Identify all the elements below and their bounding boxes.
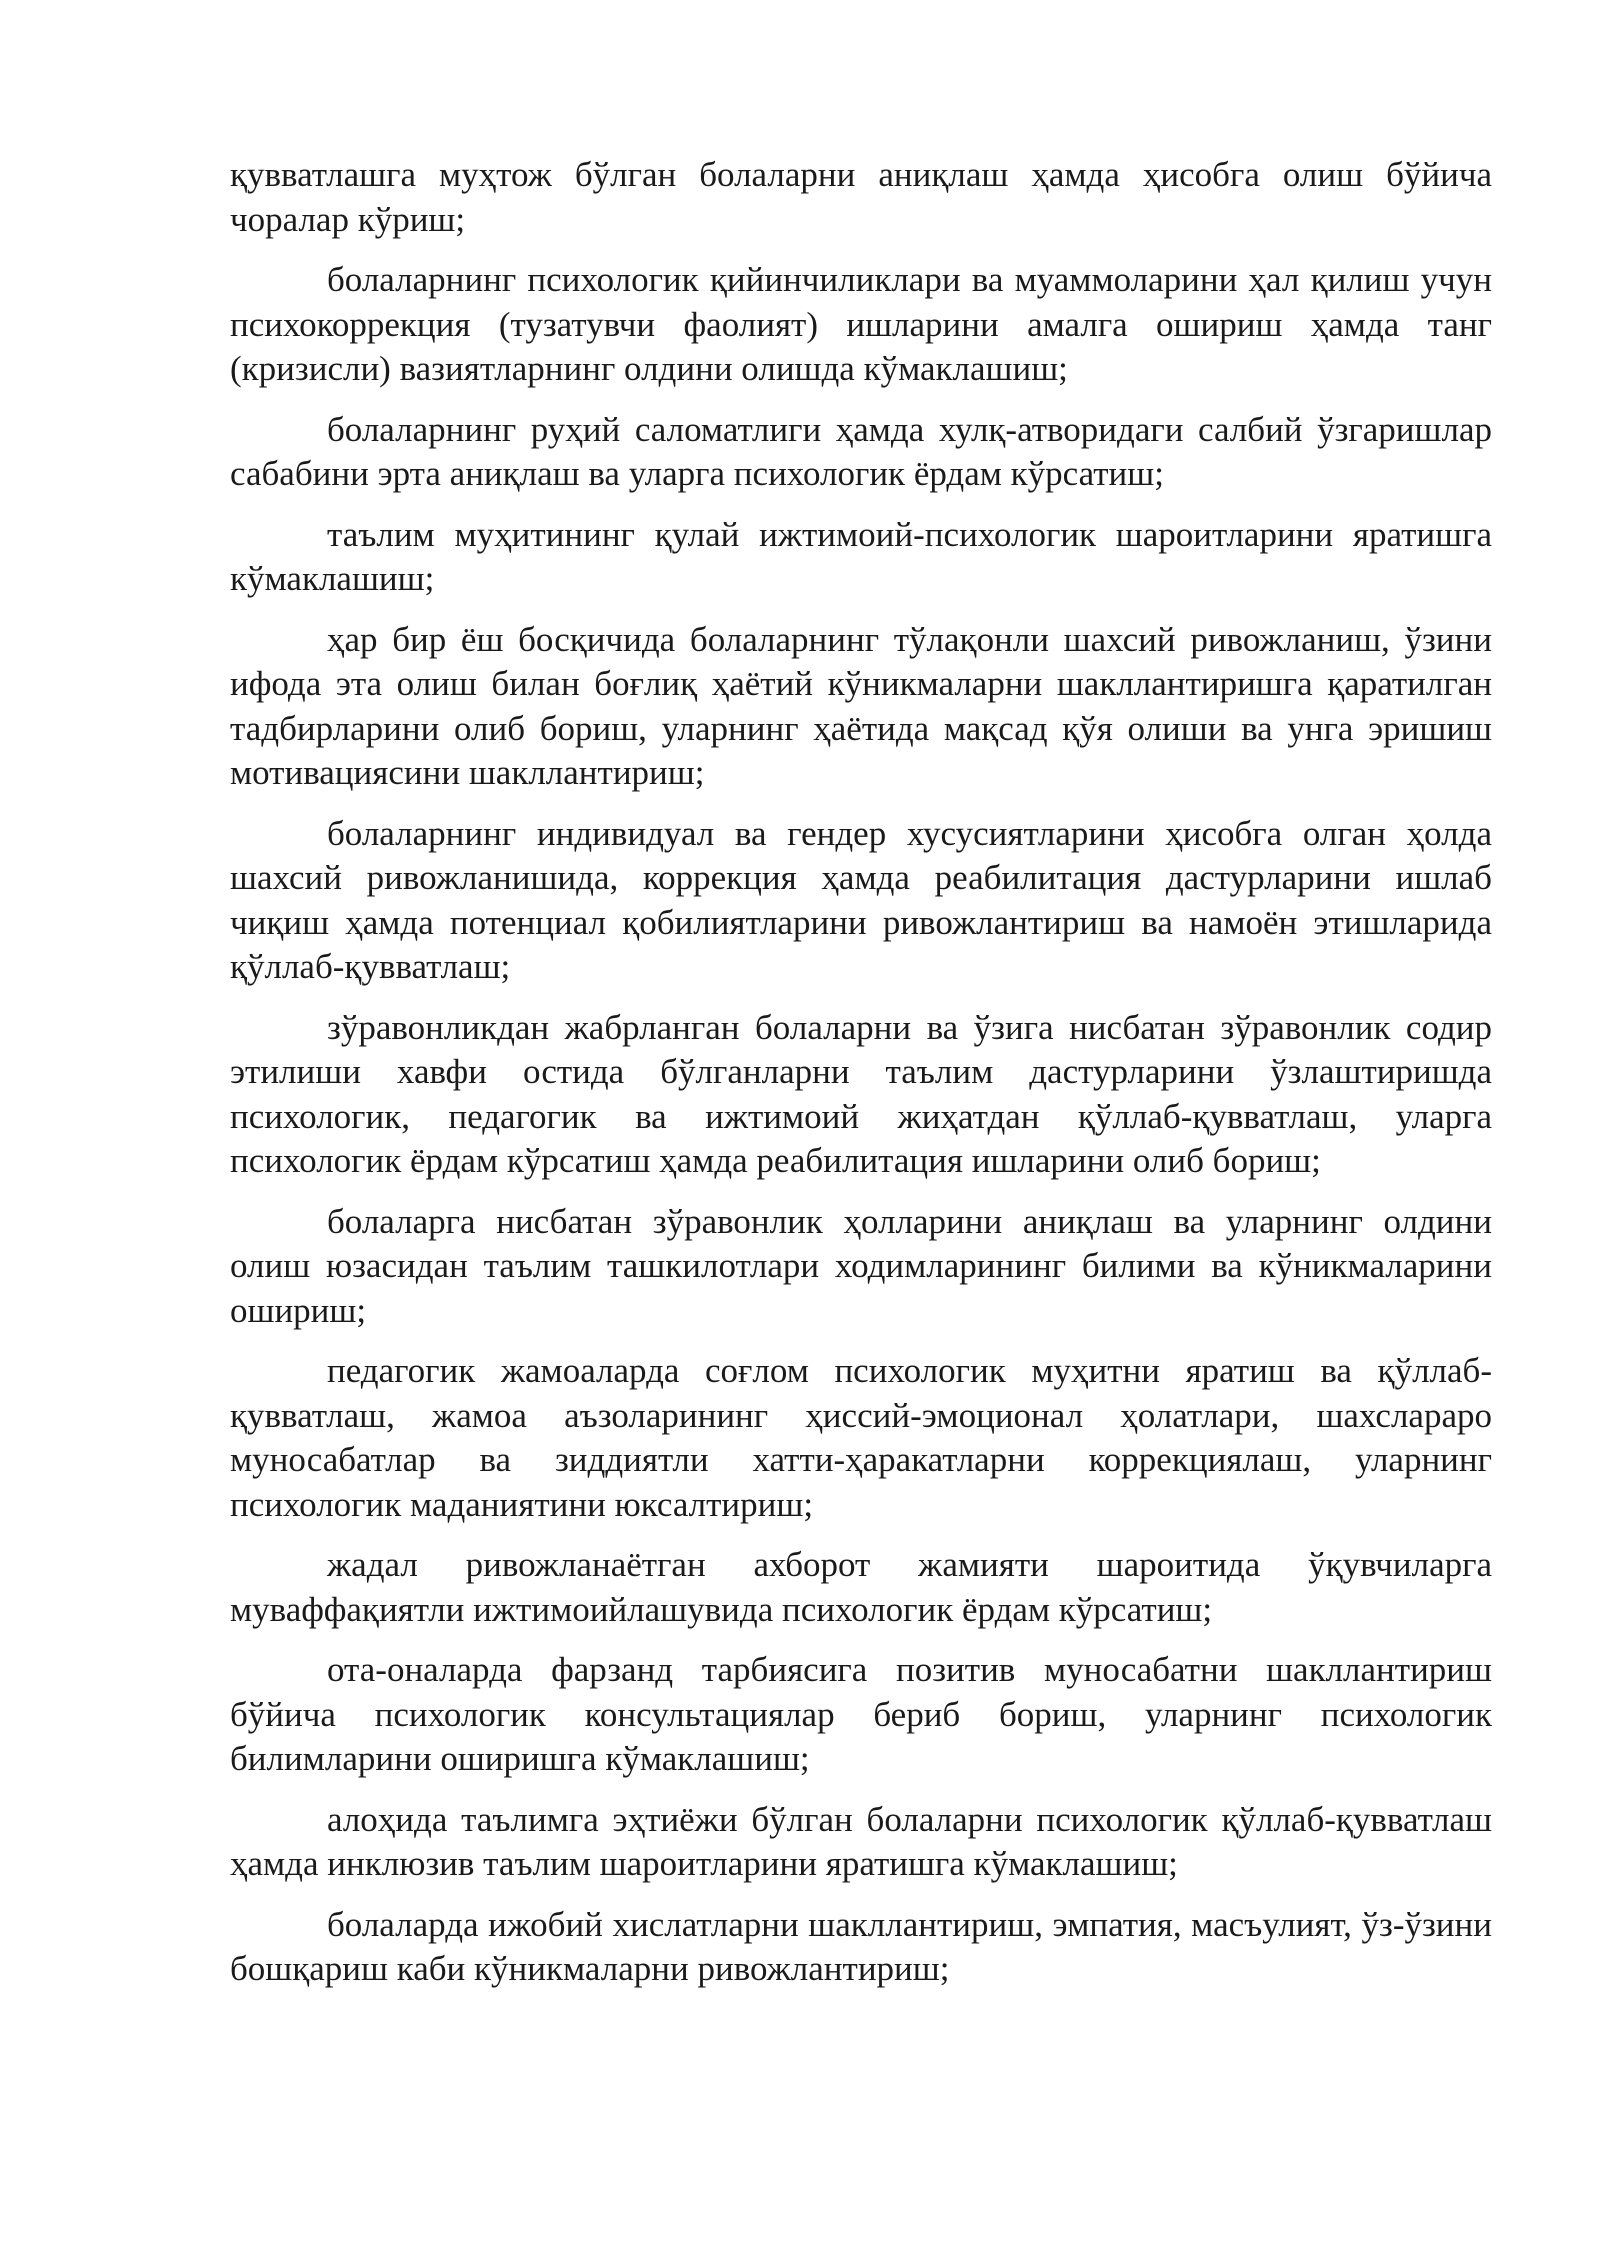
paragraph-11: ота-оналарда фарзанд тарбиясига позитив муносабатни шакллантириш бўйича психологик консультациялар бериб бориш, уларнинг психологик билимларини оширишга кўмаклашиш; (230, 1650, 1492, 1778)
paragraph-13: болаларда ижобий хислатларни шакллантириш, эмпатия, масъулият, ўз-ўзини бошқариш каби кўникмаларни ривожлантириш; (230, 1904, 1492, 1988)
document-page (230, 153, 1492, 2008)
paragraph-7: зўравонликдан жабрланган болаларни ва ўзига нисбатан зўравонлик содир этилиши хавфи остида бўлганларни таълим дастурларини ўзлаштиришда психологик, педагогик ва ижтимоий жиҳатдан қўллаб-қувватлаш, уларга психологик ёрдам кўрсатиш ҳамда реабилитация ишларини олиб бориш; (230, 1007, 1492, 1180)
paragraph-6: болаларнинг индивидуал ва гендер хусусиятларини ҳисобга олган ҳолда шахсий ривожланишида, коррекция ҳамда реабилитация дастурларини ишлаб чиқиш ҳамда потенциал қобилиятларини ривожлантириш ва намоён этишларида қўллаб-қувватлаш; (230, 813, 1492, 986)
paragraph-9: педагогик жамоаларда соғлом психологик муҳитни яратиш ва қўллаб-қувватлаш, жамоа аъзоларининг ҳиссий-эмоционал ҳолатлари, шахслараро муносабатлар ва зиддиятли хатти-ҳаракатларни коррекциялаш, уларнинг психологик маданиятини юксалтириш; (230, 1351, 1492, 1524)
paragraph-2: болаларнинг психологик қийинчиликлари ва муаммоларини ҳал қилиш учун психокоррекция (тузатувчи фаолият) ишларини амалга ошириш ҳамда танг (кризисли) вазиятларнинг олдини олишда кўмаклашиш; (230, 260, 1492, 388)
paragraph-1: қувватлашга муҳтож бўлган болаларни аниқлаш ҳамда ҳисобга олиш бўйича чоралар кўриш; (230, 155, 1492, 239)
paragraph-3: болаларнинг руҳий саломатлиги ҳамда хулқ-атворидаги салбий ўзгаришлар сабабини эрта аниқлаш ва уларга психологик ёрдам кўрсатиш; (230, 409, 1492, 493)
paragraph-12: алоҳида таълимга эҳтиёжи бўлган болаларни психологик қўллаб-қувватлаш ҳамда инклюзив таълим шароитларини яратишга кўмаклашиш; (230, 1799, 1492, 1883)
paragraph-5: ҳар бир ёш босқичида болаларнинг тўлақонли шахсий ривожланиш, ўзини ифода эта олиш билан боғлиқ ҳаётий кўникмаларни шакллантиришга қаратилган тадбирларини олиб бориш, уларнинг ҳаётида мақсад қўя олиши ва унга эришиш мотивациясини шакллантириш; (230, 619, 1492, 792)
paragraph-8: болаларга нисбатан зўравонлик ҳолларини аниқлаш ва уларнинг олдини олиш юзасидан таълим ташкилотлари ходимларининг билими ва кўникмаларини ошириш; (230, 1201, 1492, 1330)
paragraph-10: жадал ривожланаётган ахборот жамияти шароитида ўқувчиларга муваффақиятли ижтимоийлашувида психологик ёрдам кўрсатиш; (230, 1545, 1492, 1629)
paragraph-4: таълим муҳитининг қулай ижтимоий-психологик шароитларини яратишга кўмаклашиш; (230, 514, 1492, 598)
